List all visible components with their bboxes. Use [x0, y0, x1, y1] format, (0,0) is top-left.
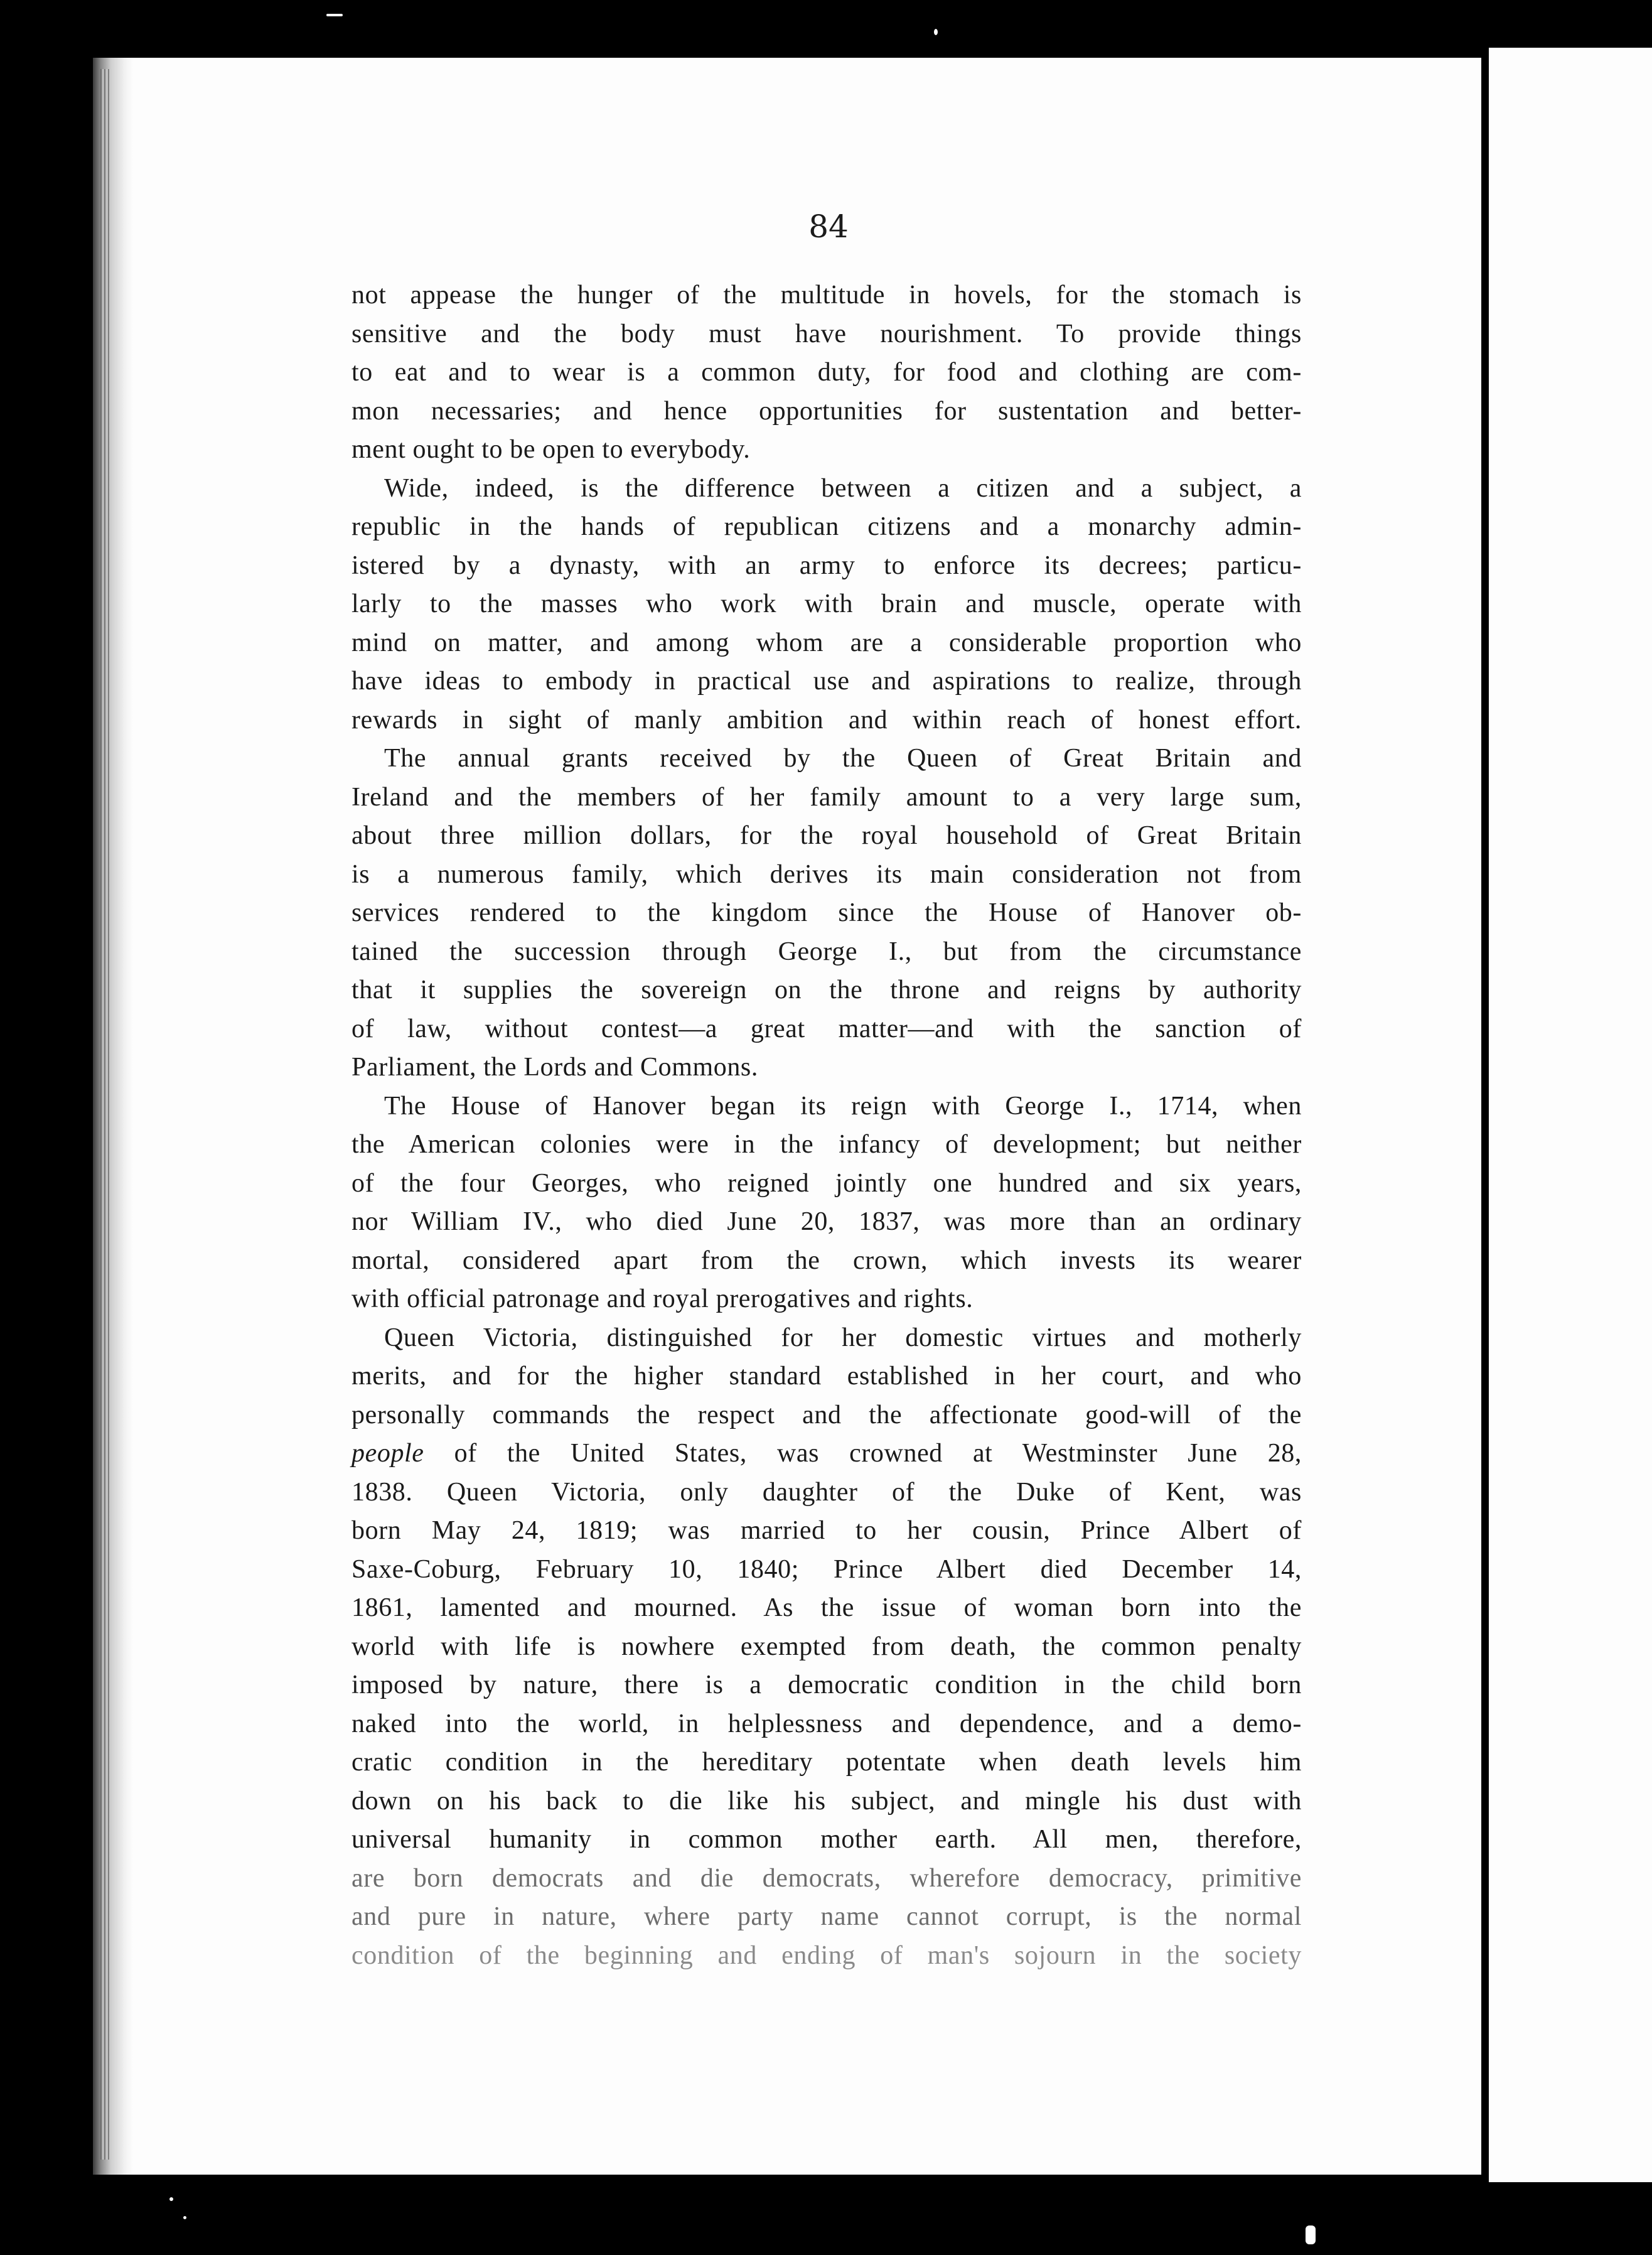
text-line: naked into the world, in helplessness and dependence, and a demo- — [351, 1709, 1302, 1738]
text-line: mortal, considered apart from the crown, which invests its wearer — [351, 1246, 1302, 1275]
text-line: about three million dollars, for the royal household of Great Britain — [351, 821, 1302, 850]
page-stack-edge — [100, 69, 112, 2160]
scan-speck — [183, 2216, 186, 2219]
text-line: Parliament, the Lords and Commons. — [351, 1053, 758, 1082]
text-line: imposed by nature, there is a democratic condition in the child born — [351, 1671, 1302, 1699]
text-line: 1838. Queen Victoria, only daughter of the Duke of Kent, was — [351, 1477, 1302, 1507]
text-line: sensitive and the body must have nourishment. To provide things — [351, 319, 1302, 348]
text-line: services rendered to the kingdom since the House of Hanover ob- — [351, 898, 1302, 927]
body-text — [351, 276, 1302, 1975]
text-line: rewards in sight of manly ambition and within reach of honest effort. — [351, 705, 1302, 735]
text-line: down on his back to die like his subject, and mingle his dust with — [351, 1786, 1302, 1816]
text-line: of the four Georges, who reigned jointly one hundred and six years, — [351, 1168, 1302, 1198]
text-line: people of the United States, was crowned at Westminster June 28, — [351, 1439, 1302, 1468]
page-number: 84 — [808, 208, 849, 245]
text-line: nor William IV., who died June 20, 1837, was more than an ordinary — [351, 1207, 1302, 1236]
text-line: with official patronage and royal prerogatives and rights. — [351, 1284, 973, 1313]
text-line: ment ought to be open to everybody. — [351, 435, 751, 464]
text-line: 1861, lamented and mourned. As the issue of woman born into the — [351, 1593, 1302, 1622]
text-line: the American colonies were in the infancy of development; but neither — [351, 1130, 1302, 1159]
text-line: mind on matter, and among whom are a considerable proportion who — [351, 628, 1302, 657]
text-line: larly to the masses who work with brain and muscle, operate with — [351, 589, 1302, 618]
text-line: have ideas to embody in practical use and aspirations to realize, through — [351, 667, 1302, 696]
facing-page-edge — [1489, 48, 1652, 2182]
scan-speck — [326, 14, 343, 16]
text-line: that it supplies the sovereign on the throne and reigns by authority — [351, 976, 1302, 1004]
scan-speck — [1306, 2225, 1316, 2244]
text-line: The annual grants received by the Queen of Great Britain and — [384, 744, 1302, 773]
text-line: condition of the beginning and ending of man's sojourn in the society — [351, 1940, 1302, 1970]
scan-speck — [934, 29, 938, 35]
scan-speck — [169, 2197, 173, 2201]
text-line: republic in the hands of republican citizens and a monarchy admin- — [351, 512, 1302, 541]
text-line: Saxe-Coburg, February 10, 1840; Prince Albert died December 14, — [351, 1554, 1302, 1584]
text-line: and pure in nature, where party name cannot corrupt, is the normal — [351, 1902, 1302, 1931]
text-line: mon necessaries; and hence opportunities for sustentation and better- — [351, 396, 1302, 426]
text-line: istered by a dynasty, with an army to enforce its decrees; particu- — [351, 551, 1302, 580]
text-line: not appease the hunger of the multitude in hovels, for the stomach is — [351, 281, 1302, 309]
text-line: Queen Victoria, distinguished for her domestic virtues and motherly — [384, 1323, 1302, 1352]
text-line: born May 24, 1819; was married to her cousin, Prince Albert of — [351, 1516, 1302, 1545]
text-line: personally commands the respect and the affectionate good-will of the — [351, 1400, 1302, 1429]
text-line: tained the succession through George I., but from the circumstance — [351, 937, 1302, 966]
page-binding-edge — [93, 58, 133, 2175]
text-line: are born democrats and die democrats, wherefore democracy, primitive — [351, 1863, 1302, 1893]
text-line: merits, and for the higher standard established in her court, and who — [351, 1362, 1302, 1391]
text-line: universal humanity in common mother earth. All men, therefore, — [351, 1825, 1302, 1854]
text-line: cratic condition in the hereditary potentate when death levels him — [351, 1748, 1302, 1777]
text-line: Wide, indeed, is the difference between a citizen and a subject, a — [384, 473, 1302, 503]
text-line: world with life is nowhere exempted from death, the common penalty — [351, 1632, 1302, 1661]
text-line: is a numerous family, which derives its main consideration not from — [351, 859, 1302, 889]
text-line: Ireland and the members of her family amount to a very large sum, — [351, 782, 1302, 812]
text-line: to eat and to wear is a common duty, for food and clothing are com- — [351, 358, 1302, 387]
text-line: The House of Hanover began its reign with George I., 1714, when — [384, 1091, 1302, 1121]
text-line: of law, without contest—a great matter—and with the sanction of — [351, 1014, 1302, 1043]
